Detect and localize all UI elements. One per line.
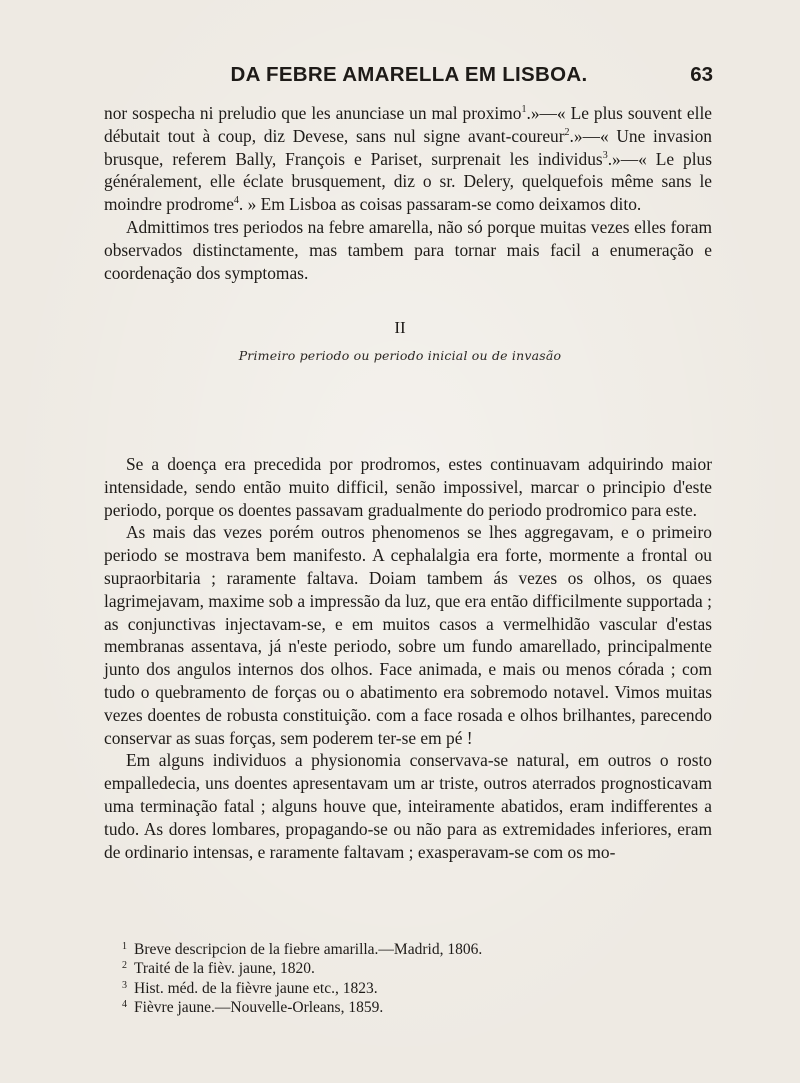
paragraph-text: nor sospecha ni preludio que les anunciase un mal proximo [104,103,522,123]
paragraph-physiognomy: Em alguns individuos a physionomia conservava-se natural, em outros o rosto empalledecia, uns doentes apresentavam um ar triste, outros aterrados prognosticavam uma terminação fatal ; alguns houve que, inteiramente abatidos, eram indifferentes a tudo. As dores lombares, propagando-se ou não para as extremidades inferiores, eram de ordinario intensas, e raramente faltavam ; exasperavam-se com os mo- [104,750,712,862]
footnote-ref: 2 [564,127,570,138]
section-subtitle: Primeiro periodo ou periodo inicial ou de invasão [238,348,562,363]
paragraph-periods: Admittimos tres periodos na febre amarella, não só porque muitas vezes elles foram observados distinctamente, mas tambem para tornar mais facil a enumeração e coordenação dos symptomas. [104,216,712,283]
footnote [122,940,714,959]
paragraph-text: .»—« Une invasion brusque, referem Bally, François e Pariset, surprenait les individus [104,125,712,169]
footnote-text: Fièvre jaune.—Nouvelle-Orleans, 1859. [134,999,384,1017]
footnote-ref: 3 [602,149,608,161]
footnote-ref: 4 [233,195,239,207]
paragraph-prodromes: Se a doença era precedida por prodromos, estes continuavam adquirindo maior intensidade, sendo então muito difficil, senão impossivel, marcar o principio d'este periodo, porque os doentes passavam gradualmente do periodo prodromico para este. [104,454,712,520]
footnotes [122,940,714,1018]
footnote-mark: 3 [122,979,127,991]
text-block-intro [104,102,712,284]
footnote-mark: 1 [122,941,127,952]
section-numeral: II [394,318,406,337]
footnote-text: Hist. méd. de la fièvre jaune etc., 1823. [134,979,378,997]
footnote [122,998,714,1017]
footnote [122,959,714,978]
paragraph-text: .»—« Le plus souvent elle débutait tout à coup, diz Devese, sans nul signe avant-coureur [104,103,712,146]
footnote-mark: 2 [122,960,127,972]
footnote-text: Breve descripcion de la fiebre amarilla.—Madrid, 1806. [134,941,483,958]
page-header [105,63,713,93]
paragraph-quotations [104,102,712,216]
paragraph-symptoms: As mais das vezes porém outros phenomenos se lhes aggregavam, e o primeiro periodo se mostrava bem manifesto. A cephalalgia era forte, mormente a frontal ou supraorbitaria ; raramente faltava. Doiam tambem ás vezes os olhos, os quaes lagrimejavam, maxime sob a impressão da luz, que era então difficilmente supportada ; as conjunctivas injectavam-se, e em muitos casos a vermelhidão vascular d'estas membranas assentava, já n'este periodo, sobre um fundo amarellado, principalmente junto dos angulos internos dos olhos. Face animada, e mais ou menos córada ; com tudo o quebramento de forças ou o abatimento era sobremodo notavel. Vimos muitas vezes doentes de robusta constituição. com a face rosada e olhos brilhantes, parecendo conservar as suas forças, sem poderem ter-se em pé ! [104,522,712,748]
footnote [122,979,714,998]
paragraph-text: . » Em Lisboa as coisas passaram-se como deixamos dito. [238,194,642,215]
running-title: DA FEBRE AMARELLA EM LISBOA. [230,63,588,86]
footnote-mark: 4 [122,999,127,1011]
text-block-first-period [104,453,712,863]
paragraph-text: .»—« Le plus généralement, elle éclate brusquement, diz o sr. Delery, quelquefois même sans le moindre prodrome [104,148,713,215]
page-number: 63 [690,63,713,86]
footnote-ref: 1 [521,104,527,116]
footnote-text: Traité de la fièv. jaune, 1820. [134,960,315,978]
